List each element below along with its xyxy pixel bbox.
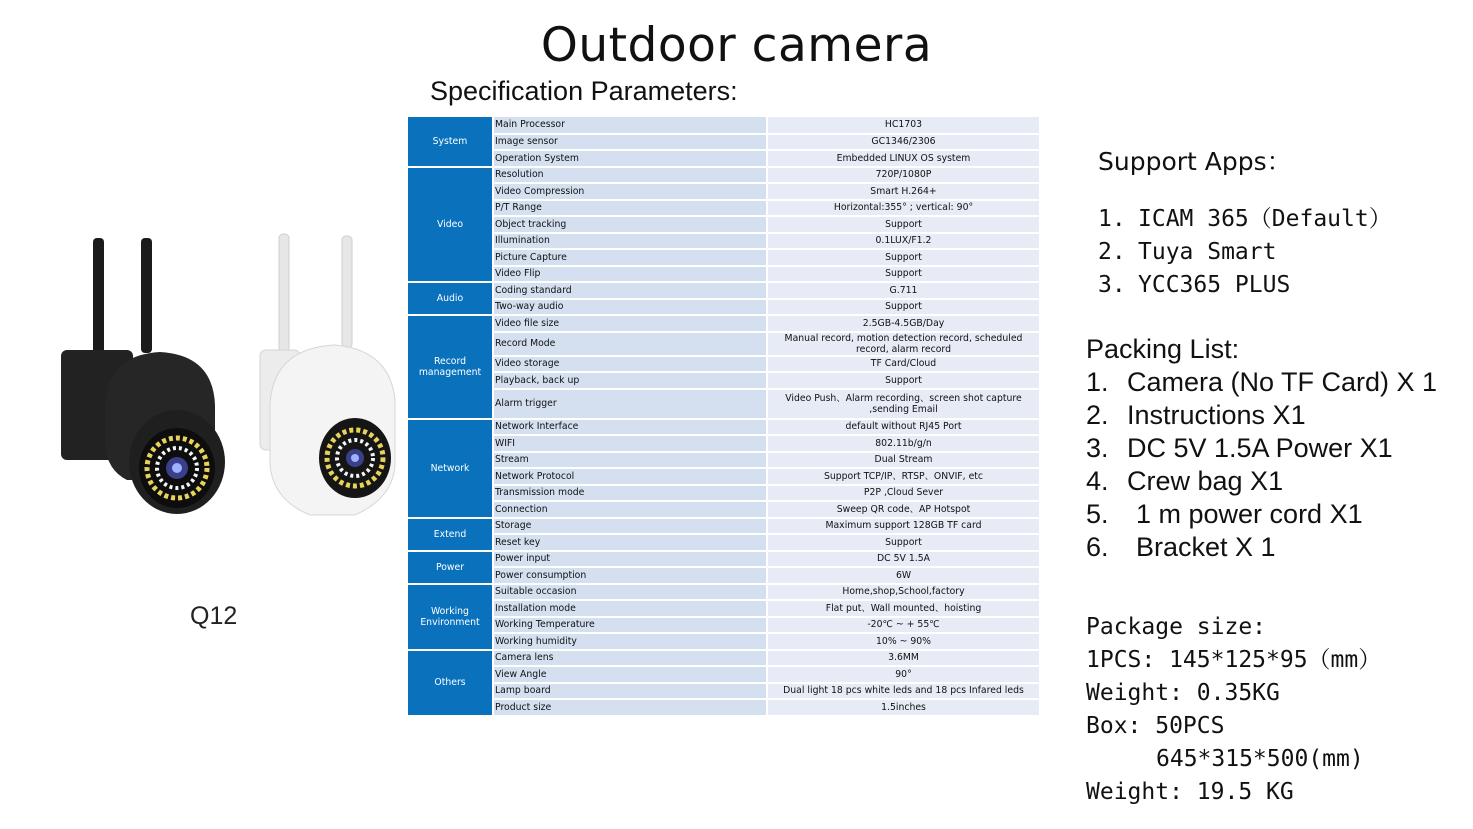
- item-number: 1.: [1086, 367, 1109, 397]
- spec-value: Home,shop,School,factory: [767, 584, 1039, 601]
- spec-param: Playback, back up: [493, 372, 767, 389]
- table-row: [408, 299, 1039, 316]
- app-name: Tuya Smart: [1138, 239, 1277, 265]
- app-name: ICAM 365（Default）: [1138, 206, 1392, 232]
- table-row: [408, 150, 1039, 167]
- table-row: [408, 650, 1039, 667]
- spec-value: 2.5GB-4.5GB/Day: [767, 315, 1039, 332]
- spec-param: Picture Capture: [493, 249, 767, 266]
- spec-value: 90°: [767, 666, 1039, 683]
- spec-param: Resolution: [493, 167, 767, 184]
- table-row: [408, 134, 1039, 151]
- table-row: [408, 117, 1039, 134]
- spec-value: DC 5V 1.5A: [767, 551, 1039, 568]
- spec-category: Record management: [408, 315, 493, 419]
- spec-value: Dual light 18 pcs white leds and 18 pcs Infared leds: [767, 683, 1039, 700]
- spec-param: Camera lens: [493, 650, 767, 667]
- spec-value: Support: [767, 299, 1039, 316]
- spec-table-body: [408, 117, 1039, 716]
- support-apps-list: [1098, 203, 1392, 302]
- camera-illustration: [55, 230, 400, 530]
- spec-category: Network: [408, 419, 493, 518]
- app-name: YCC365 PLUS: [1138, 272, 1291, 298]
- table-row: [408, 372, 1039, 389]
- spec-category: Extend: [408, 518, 493, 551]
- package-box-weight: Weight: 19.5 KG: [1086, 779, 1294, 805]
- spec-category: Others: [408, 650, 493, 716]
- spec-param: Working humidity: [493, 633, 767, 650]
- spec-value: 3.6MM: [767, 650, 1039, 667]
- spec-param: Video Flip: [493, 266, 767, 283]
- spec-param: Network Interface: [493, 419, 767, 436]
- packing-item: Bracket X 1: [1136, 532, 1276, 562]
- spec-value: 10% ~ 90%: [767, 633, 1039, 650]
- spec-param: Alarm trigger: [493, 389, 767, 419]
- spec-param: Main Processor: [493, 117, 767, 134]
- spec-value: Smart H.264+: [767, 183, 1039, 200]
- table-row: [408, 356, 1039, 373]
- spec-category: Audio: [408, 282, 493, 315]
- item-number: 1.: [1098, 206, 1126, 232]
- spec-param: Suitable occasion: [493, 584, 767, 601]
- spec-value: Sweep QR code、AP Hotspot: [767, 501, 1039, 518]
- list-item: [1098, 269, 1392, 302]
- spec-param: Reset key: [493, 534, 767, 551]
- spec-value: Flat put、Wall mounted、hoisting: [767, 600, 1039, 617]
- table-row: [408, 249, 1039, 266]
- table-row: [408, 600, 1039, 617]
- list-item: [1098, 203, 1392, 236]
- spec-table: [408, 117, 1039, 717]
- table-row: [408, 699, 1039, 716]
- table-row: [408, 551, 1039, 568]
- spec-param: Video file size: [493, 315, 767, 332]
- packing-item: DC 5V 1.5A Power X1: [1127, 433, 1393, 463]
- spec-value: 6W: [767, 567, 1039, 584]
- spec-category: Video: [408, 167, 493, 283]
- table-row: [408, 633, 1039, 650]
- table-row: [408, 567, 1039, 584]
- package-box: Box: 50PCS: [1086, 713, 1225, 739]
- spec-value: 1.5inches: [767, 699, 1039, 716]
- item-number: 2.: [1098, 239, 1126, 265]
- spec-value: Embedded LINUX OS system: [767, 150, 1039, 167]
- spec-value: GC1346/2306: [767, 134, 1039, 151]
- spec-category: System: [408, 117, 493, 167]
- spec-param: Operation System: [493, 150, 767, 167]
- spec-value: Support: [767, 266, 1039, 283]
- black-camera: [61, 238, 225, 514]
- list-item: [1086, 366, 1437, 399]
- table-row: [408, 332, 1039, 356]
- spec-param: Record Mode: [493, 332, 767, 356]
- table-row: [408, 468, 1039, 485]
- model-label: Q12: [190, 602, 238, 630]
- spec-param: Network Protocol: [493, 468, 767, 485]
- spec-value: Support: [767, 372, 1039, 389]
- spec-value: Horizontal:355° ; vertical: 90°: [767, 200, 1039, 217]
- spec-value: -20℃ ~ + 55℃: [767, 617, 1039, 634]
- spec-param: Power input: [493, 551, 767, 568]
- table-row: [408, 501, 1039, 518]
- spec-value: 802.11b/g/n: [767, 435, 1039, 452]
- item-number: 3.: [1098, 272, 1126, 298]
- spec-param: Storage: [493, 518, 767, 535]
- spec-param: Transmission mode: [493, 485, 767, 502]
- packing-item: Crew bag X1: [1127, 466, 1284, 496]
- spec-param: Illumination: [493, 233, 767, 250]
- table-row: [408, 419, 1039, 436]
- spec-param: Video storage: [493, 356, 767, 373]
- package-box-size: 645*315*500(mm): [1156, 746, 1364, 772]
- table-row: [408, 183, 1039, 200]
- list-item: [1086, 465, 1437, 498]
- spec-param: Power consumption: [493, 567, 767, 584]
- spec-param: View Angle: [493, 666, 767, 683]
- spec-value: P2P ,Cloud Sever: [767, 485, 1039, 502]
- item-number: 4.: [1086, 466, 1109, 496]
- item-number: 5.: [1086, 499, 1109, 529]
- table-row: [408, 666, 1039, 683]
- spec-category: Working Environment: [408, 584, 493, 650]
- spec-value: Support TCP/IP、RTSP、ONVIF, etc: [767, 468, 1039, 485]
- table-row: [408, 167, 1039, 184]
- spec-value: Maximum support 128GB TF card: [767, 518, 1039, 535]
- table-row: [408, 518, 1039, 535]
- table-row: [408, 584, 1039, 601]
- spec-value: Support: [767, 216, 1039, 233]
- table-row: [408, 617, 1039, 634]
- spec-heading: Specification Parameters:: [430, 76, 738, 106]
- package-pcs: 1PCS: 145*125*95（mm）: [1086, 647, 1382, 673]
- table-row: [408, 315, 1039, 332]
- spec-param: Working Temperature: [493, 617, 767, 634]
- table-row: [408, 200, 1039, 217]
- page-title: Outdoor camera: [540, 18, 933, 73]
- spec-value: default without RJ45 Port: [767, 419, 1039, 436]
- package-heading: Package size:: [1086, 614, 1267, 640]
- item-number: 2.: [1086, 400, 1109, 430]
- list-item: [1086, 531, 1437, 564]
- table-row: [408, 282, 1039, 299]
- spec-value: Support: [767, 534, 1039, 551]
- spec-param: Connection: [493, 501, 767, 518]
- spec-param: Lamp board: [493, 683, 767, 700]
- spec-param: Two-way audio: [493, 299, 767, 316]
- product-image: [55, 230, 400, 530]
- list-item: [1086, 432, 1437, 465]
- spec-category: Power: [408, 551, 493, 584]
- spec-value: G.711: [767, 282, 1039, 299]
- spec-param: Installation mode: [493, 600, 767, 617]
- package-info: [1086, 611, 1381, 809]
- packing-list-heading: Packing List:: [1086, 334, 1240, 364]
- item-number: 3.: [1086, 433, 1109, 463]
- spec-param: Image sensor: [493, 134, 767, 151]
- list-item: [1086, 399, 1437, 432]
- spec-value: Manual record, motion detection record, scheduled record, alarm record: [767, 332, 1039, 356]
- spec-value: Support: [767, 249, 1039, 266]
- table-row: [408, 389, 1039, 419]
- spec-value: 0.1LUX/F1.2: [767, 233, 1039, 250]
- spec-param: Stream: [493, 452, 767, 469]
- table-row: [408, 683, 1039, 700]
- table-row: [408, 233, 1039, 250]
- spec-value: Video Push、Alarm recording、screen shot capture ,sending Email: [767, 389, 1039, 419]
- table-row: [408, 266, 1039, 283]
- item-number: 6.: [1086, 532, 1109, 562]
- packing-item: Camera (No TF Card) X 1: [1127, 367, 1438, 397]
- table-row: [408, 435, 1039, 452]
- table-row: [408, 452, 1039, 469]
- list-item: [1098, 236, 1392, 269]
- spec-value: HC1703: [767, 117, 1039, 134]
- spec-param: P/T Range: [493, 200, 767, 217]
- spec-value: Dual Stream: [767, 452, 1039, 469]
- table-row: [408, 534, 1039, 551]
- spec-param: Video Compression: [493, 183, 767, 200]
- spec-param: Product size: [493, 699, 767, 716]
- spec-value: TF Card/Cloud: [767, 356, 1039, 373]
- white-camera: [260, 234, 395, 515]
- package-weight: Weight: 0.35KG: [1086, 680, 1280, 706]
- list-item: [1086, 498, 1437, 531]
- packing-item: 1 m power cord X1: [1136, 499, 1363, 529]
- table-row: [408, 485, 1039, 502]
- spec-param: WIFI: [493, 435, 767, 452]
- support-apps-heading: Support Apps：: [1098, 147, 1292, 176]
- spec-param: Object tracking: [493, 216, 767, 233]
- spec-param: Coding standard: [493, 282, 767, 299]
- packing-item: Instructions X1: [1127, 400, 1306, 430]
- packing-list: [1086, 366, 1437, 564]
- table-row: [408, 216, 1039, 233]
- spec-value: 720P/1080P: [767, 167, 1039, 184]
